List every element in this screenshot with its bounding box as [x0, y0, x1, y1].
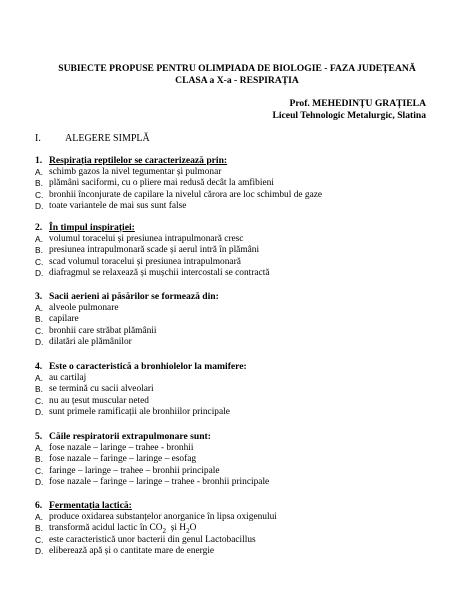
option-letter: A.: [35, 373, 43, 383]
option-c: [35, 326, 455, 337]
question-text: Fermentația lactică:: [49, 500, 132, 511]
option-d: [35, 268, 455, 279]
question-1: [35, 155, 455, 212]
option-letter: D.: [35, 200, 44, 211]
option-text: se termină cu sacii alveolari: [49, 384, 154, 395]
option-text: scad volumul toracelui și presiunea intrapulmonară: [49, 256, 241, 267]
option-b: [35, 523, 455, 534]
subscript: 2: [162, 527, 167, 536]
option-d: [35, 546, 455, 557]
option-text: [49, 523, 196, 534]
option-letter: B.: [35, 178, 43, 189]
question-number: 3.: [35, 291, 43, 302]
question-stem: [35, 222, 455, 234]
option-letter: B.: [35, 523, 43, 534]
question-text: Sacii aerieni ai păsărilor se formează din:: [49, 291, 219, 302]
document-title-line-1: SUBIECTE PROPUSE PENTRU OLIMPIADA DE BIOLOGIE - FAZA JUDEȚEANĂ: [58, 63, 416, 74]
option-c: [35, 257, 455, 268]
option-a: [35, 234, 455, 245]
option-letter: C.: [35, 395, 44, 406]
question-number: 5.: [35, 431, 43, 442]
option-text: bronhii înconjurate de capilare la nivelul cărora are loc schimbul de gaze: [49, 189, 323, 200]
option-letter: B.: [35, 384, 43, 395]
option-text: eliberează apă și o cantitate mare de energie: [49, 545, 215, 556]
question-text: Căile respiratorii extrapulmonare sunt:: [49, 431, 211, 442]
option-letter: B.: [35, 245, 43, 256]
author-name: Prof. MEHEDINȚU GRAȚIELA: [289, 98, 426, 109]
section-heading: [35, 133, 150, 145]
option-a: [35, 303, 455, 314]
option-text-part: și H: [166, 523, 187, 534]
option-text-part: O: [189, 523, 197, 534]
option-text: toate variantele de mai sus sunt false: [49, 200, 187, 211]
question-stem: [35, 291, 455, 303]
option-letter: D.: [35, 267, 44, 278]
option-b: [35, 178, 455, 189]
subscript: 2: [186, 527, 190, 536]
option-text: diafragmul se relaxează și mușchii intercostali se contractă: [49, 267, 270, 278]
question-text: Este o caracteristică a bronhiolelor la mamifere:: [49, 361, 247, 372]
question-text: Respirația reptilelor se caracterizează prin:: [49, 155, 228, 166]
option-a: [35, 167, 455, 178]
option-a: [35, 443, 455, 454]
option-b: [35, 245, 455, 256]
option-letter: B.: [35, 454, 43, 465]
option-b: [35, 384, 455, 395]
question-stem: [35, 361, 455, 373]
option-text: volumul toracelui și presiunea intrapulmonară cresc: [49, 234, 244, 244]
option-letter: B.: [35, 314, 43, 325]
option-c: [35, 396, 455, 407]
option-letter: D.: [35, 545, 44, 556]
option-d: [35, 477, 455, 488]
option-text: au cartilaj: [49, 373, 87, 383]
option-text: dilatări ale plămânilor: [49, 336, 132, 347]
option-text: produce oxidarea substanțelor anorganice în lipsa oxigenului: [49, 512, 277, 522]
question-number: 4.: [35, 361, 43, 372]
option-d: [35, 201, 455, 212]
option-letter: C.: [35, 325, 44, 336]
question-text: În timpul inspirației:: [49, 222, 135, 233]
option-text: fose nazale – faringe – laringe – trahee - bronhii principale: [49, 476, 270, 487]
question-number: 2.: [35, 222, 43, 233]
option-letter: C.: [35, 534, 44, 545]
question-stem: [35, 431, 455, 443]
question-number: 6.: [35, 500, 43, 511]
option-letter: C.: [35, 256, 44, 267]
option-text: presiunea intrapulmonară scade și aerul intră în plămâni: [49, 245, 260, 256]
option-letter: A.: [35, 303, 43, 313]
option-a: [35, 512, 455, 523]
option-b: [35, 314, 455, 325]
option-letter: A.: [35, 512, 43, 522]
option-a: [35, 373, 455, 384]
question-5: [35, 431, 455, 488]
option-text: bronhii care străbat plămânii: [49, 325, 157, 336]
option-c: [35, 190, 455, 201]
option-letter: D.: [35, 476, 44, 487]
option-letter: A.: [35, 443, 43, 453]
option-text: fose nazale – laringe – trahee - bronhii: [49, 443, 194, 453]
option-letter: C.: [35, 465, 44, 476]
question-3: [35, 291, 455, 348]
option-letter: A.: [35, 234, 43, 244]
option-text: nu au țesut muscular neted: [49, 395, 149, 406]
option-letter: C.: [35, 189, 44, 200]
option-text-part: transformă acidul lactic în CO: [49, 523, 163, 534]
question-4: [35, 361, 455, 418]
option-d: [35, 407, 455, 418]
author-school: Liceul Tehnologic Metalurgic, Slatina: [272, 110, 426, 121]
section-title: ALEGERE SIMPLĂ: [65, 133, 150, 144]
option-text: este caracteristică unor bacterii din genul Lactobacillus: [49, 534, 256, 545]
option-text: plămâni saciformi, cu o pliere mai redusă decât la amfibieni: [49, 178, 274, 189]
question-number: 1.: [35, 155, 43, 166]
option-c: [35, 535, 455, 546]
option-b: [35, 454, 455, 465]
option-c: [35, 466, 455, 477]
option-text: sunt primele ramificații ale bronhiilor principale: [49, 406, 230, 417]
option-text: fose nazale – faringe – laringe – esofag: [49, 454, 197, 465]
option-text: faringe – laringe – trahee – bronhii principale: [49, 465, 220, 476]
option-letter: D.: [35, 336, 44, 347]
question-2: [35, 222, 455, 279]
option-text: capilare: [49, 314, 79, 325]
question-stem: [35, 155, 455, 167]
question-stem: [35, 500, 455, 512]
document-title-line-2: CLASA a X-a - RESPIRAȚIA: [175, 75, 299, 86]
question-6: [35, 500, 455, 557]
section-number: I.: [35, 133, 41, 144]
option-text: alveole pulmonare: [49, 303, 119, 313]
option-letter: D.: [35, 406, 44, 417]
option-text: schimb gazos la nivel tegumentar și pulmonar: [49, 167, 222, 177]
option-letter: A.: [35, 167, 43, 177]
option-d: [35, 337, 455, 348]
